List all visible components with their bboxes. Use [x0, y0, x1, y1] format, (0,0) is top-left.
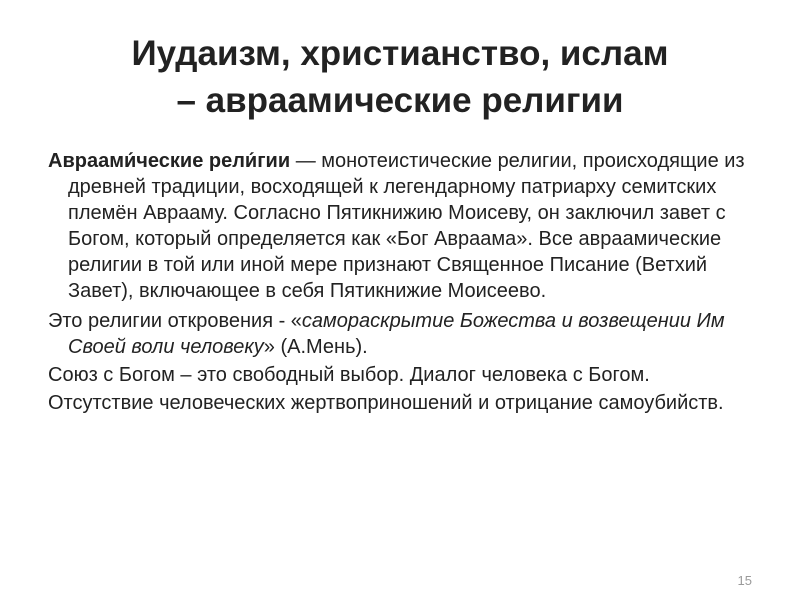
revelation-text-before: Это религии откровения - «: [48, 310, 302, 332]
page-number: 15: [737, 573, 752, 588]
revelation-text-after: » (А.Мень).: [263, 336, 368, 358]
definition-text: — монотеистические религии, происходящие из древней традиции, восходящей к легендарному патриарху семитских племён Аврааму. Согласно Пятикнижию Моисеву, он заключил завет с Богом, который определяется как «Бог Авраама». Все авраамические религии в той или иной мере признают Священное Писание (Ветхий Завет), включающее в себя Пятикнижие Моисеево.: [68, 150, 745, 302]
slide-title: [40, 30, 760, 124]
slide-title-line-2: – авраамические религии: [176, 81, 624, 120]
covenant-text: Союз с Богом – это свободный выбор. Диалог человека с Богом.: [48, 364, 650, 386]
paragraph-revelation: [48, 308, 760, 360]
paragraph-definition: [48, 148, 760, 304]
sacrifices-text: Отсутствие человеческих жертвоприношений и отрицание самоубийств.: [48, 392, 724, 414]
paragraph-covenant: [48, 362, 760, 388]
revelation-quote: самораскрытие Божества и возвещении Им Своей воли человеку: [68, 310, 725, 358]
slide-body: [48, 148, 760, 418]
term-abrahamic-religions: Авраами́ческие рели́гии: [48, 150, 291, 172]
slide-title-line-1: Иудаизм, христианство, ислам: [131, 34, 669, 73]
paragraph-sacrifices: [48, 390, 760, 416]
